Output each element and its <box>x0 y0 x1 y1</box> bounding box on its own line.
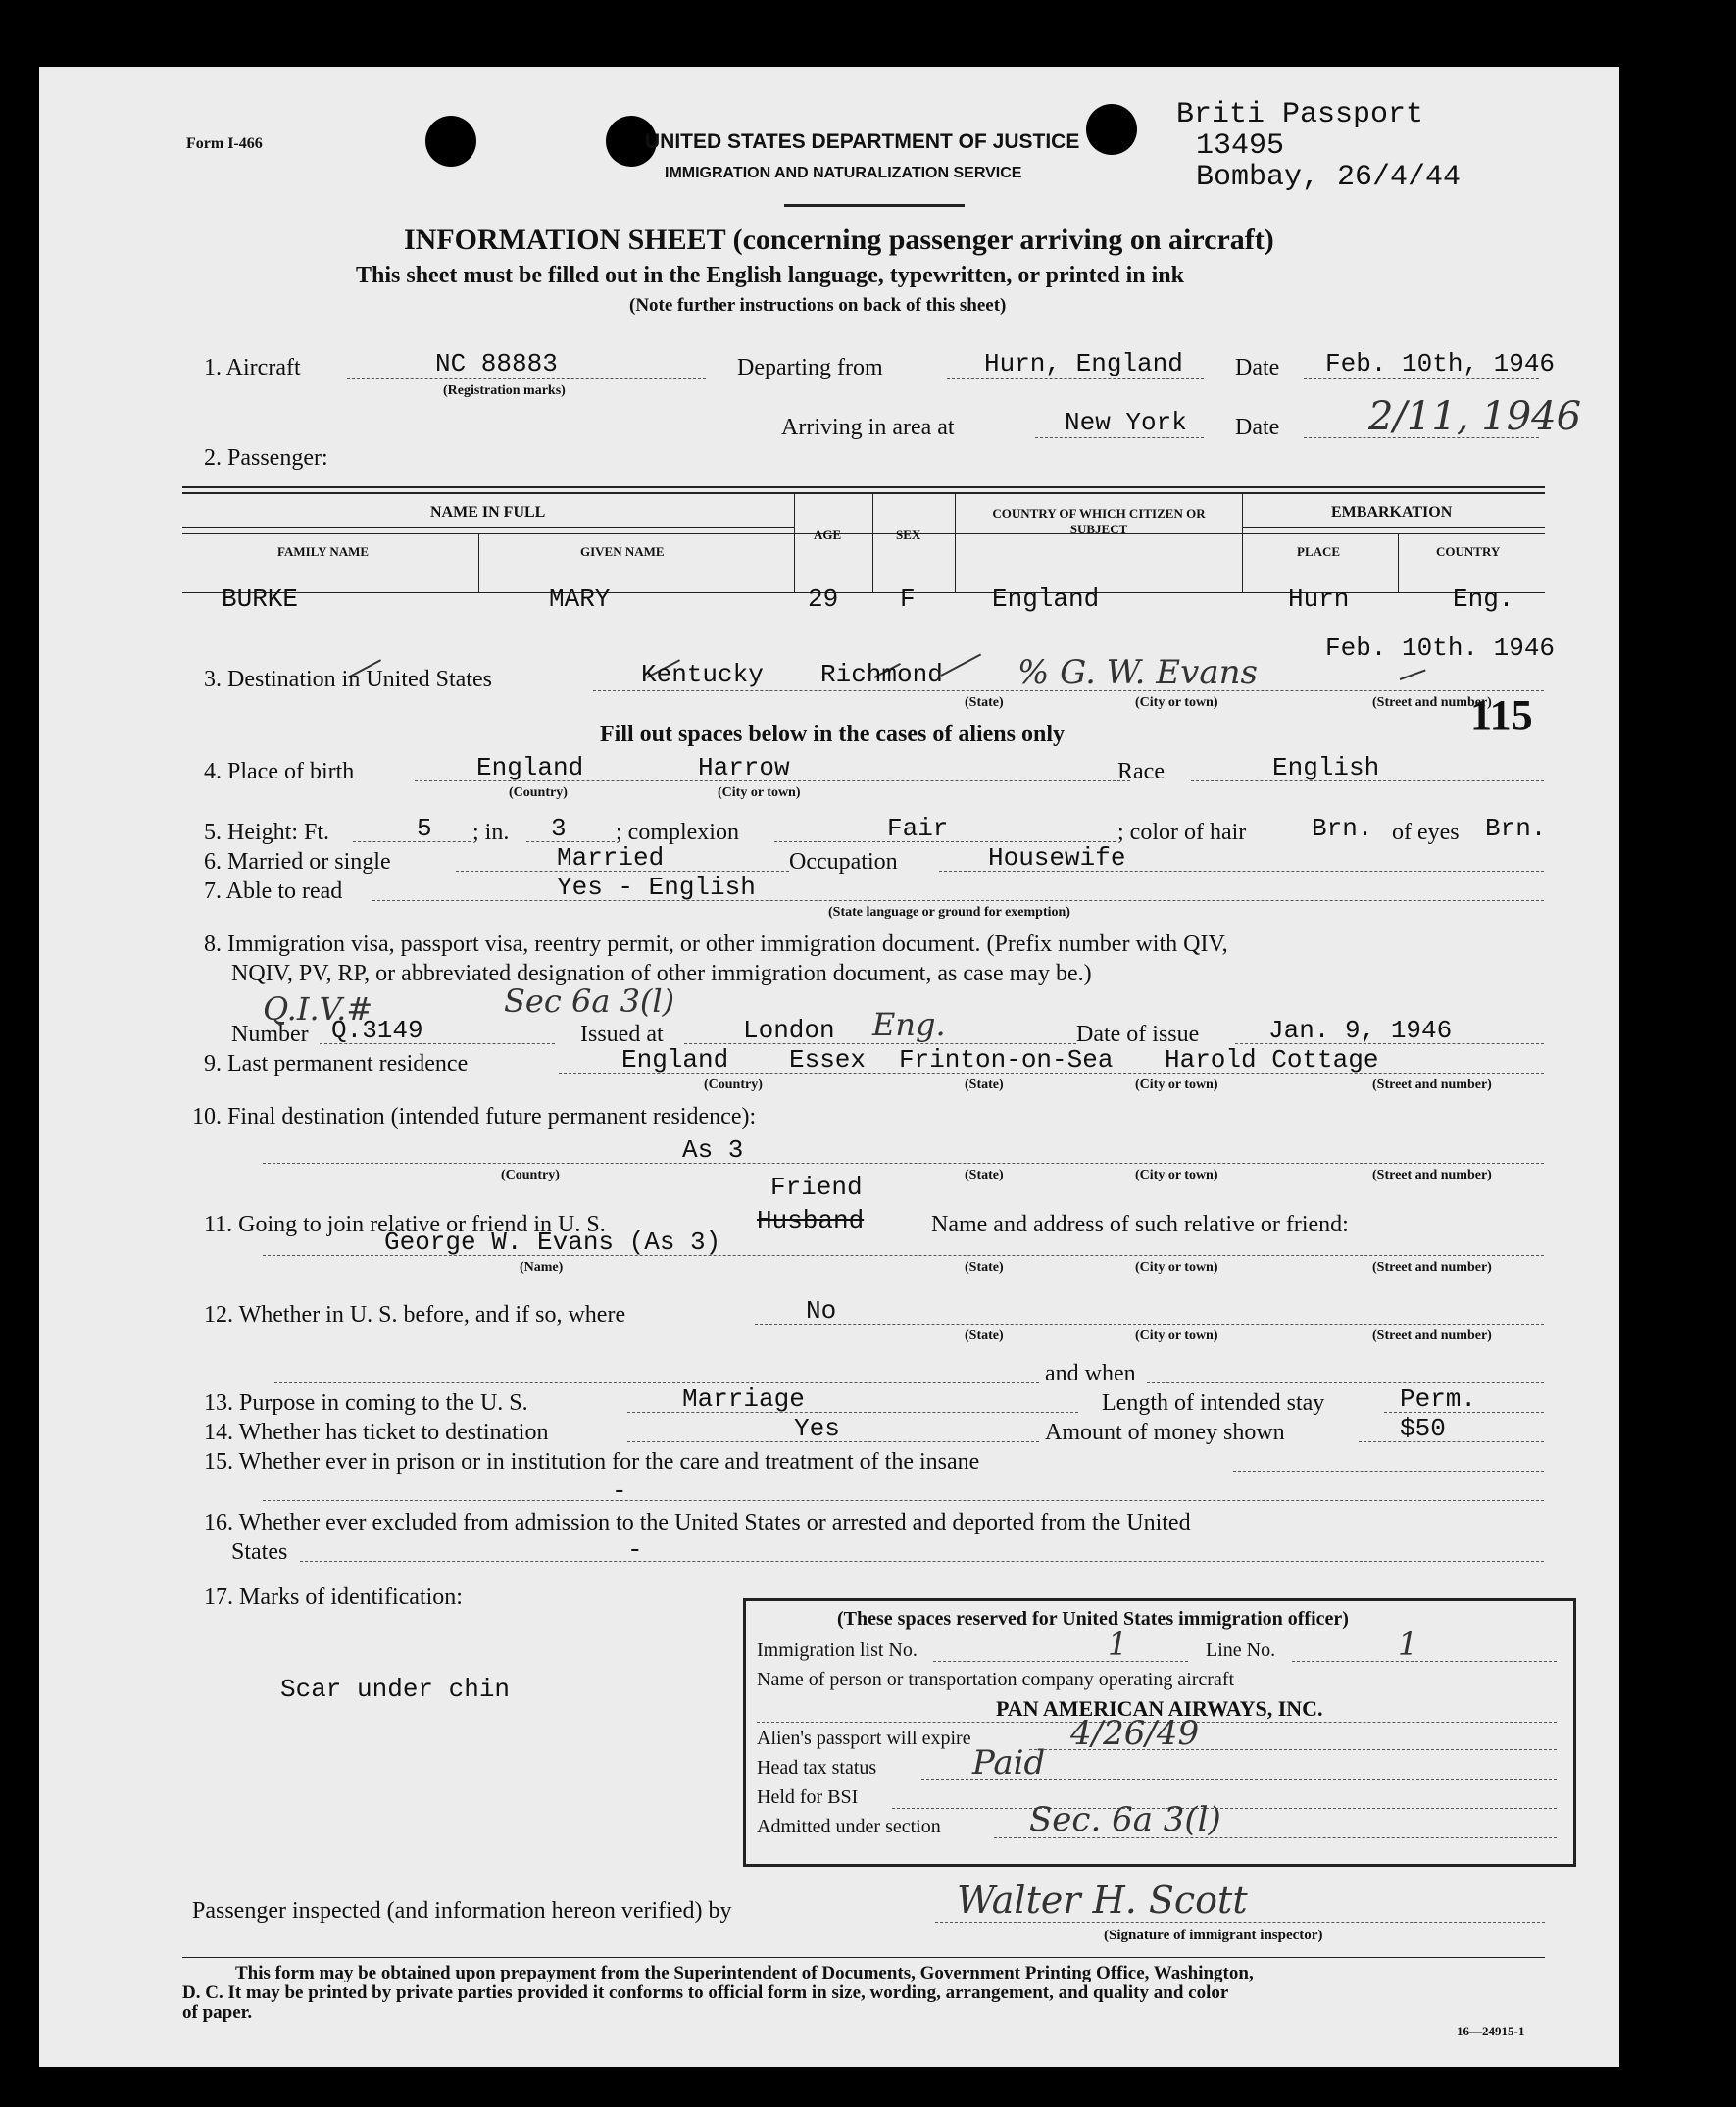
visa-hand-qiv: Q.I.V.# <box>263 990 373 1028</box>
complexion-value: Fair <box>887 814 949 843</box>
join-struck-value: Husband <box>757 1206 865 1235</box>
passenger-stamp-date: Feb. 10th. 1946 <box>1325 633 1556 663</box>
date-label-1: Date <box>1235 355 1280 380</box>
passport-note-1: Briti Passport <box>1176 98 1424 131</box>
expire-label: Alien's passport will expire <box>757 1728 971 1749</box>
visa-date-value: Jan. 9, 1946 <box>1268 1016 1453 1045</box>
height-in-label: ; in. <box>472 820 510 845</box>
header-rule <box>784 204 965 207</box>
operator-label: Name of person or transportation company operating aircraft <box>757 1669 1235 1690</box>
hair-label: ; color of hair <box>1117 820 1247 845</box>
hair-value: Brn. <box>1312 814 1373 843</box>
aliens-heading: Fill out spaces below in the cases of aliens only <box>600 722 1066 747</box>
marks-label: 17. Marks of identification: <box>204 1584 463 1610</box>
section-value: Sec. 6a 3(l) <box>1029 1800 1221 1839</box>
join-value: Friend <box>770 1173 863 1202</box>
officer-heading: (These spaces reserved for United States immigration officer) <box>837 1608 1349 1630</box>
destination-state-value: Kentucky <box>641 660 764 689</box>
cap-before-street: (Street and number) <box>1372 1329 1492 1343</box>
header-given-name: GIVEN NAME <box>580 544 665 559</box>
sheet-note: (Note further instructions on back of this sheet) <box>629 295 1007 316</box>
read-caption: (State language or ground for exemption) <box>828 905 1070 920</box>
service-name: IMMIGRATION AND NATURALIZATION SERVICE <box>665 165 1022 181</box>
cap-city: (City or town) <box>1135 695 1218 710</box>
destination-city-value: Richmond <box>820 660 943 689</box>
money-value: $50 <box>1400 1414 1446 1443</box>
cap-res-state: (State) <box>965 1078 1004 1092</box>
header-country: COUNTRY <box>1436 544 1501 559</box>
cap-final-state: (State) <box>965 1168 1004 1182</box>
birth-city-value: Harrow <box>698 753 790 782</box>
cap-final-country: (Country) <box>501 1168 560 1182</box>
visa-date-label: Date of issue <box>1076 1022 1200 1047</box>
visa-issued-value: London <box>743 1016 835 1045</box>
aircraft-label: 1. Aircraft <box>204 355 301 380</box>
form-number: Form I-466 <box>186 135 263 152</box>
visa-issued-label: Issued at <box>580 1022 664 1047</box>
cap-final-street: (Street and number) <box>1372 1168 1492 1182</box>
visa-number-value: Q.3149 <box>331 1016 423 1045</box>
cap-res-city: (City or town) <box>1135 1078 1218 1092</box>
purpose-label: 13. Purpose in coming to the U. S. <box>204 1390 528 1416</box>
punch-hole <box>1086 104 1137 155</box>
residence-city-value: Frinton-on-Sea <box>899 1045 1114 1075</box>
passenger-place: Hurn <box>1288 584 1350 614</box>
cap-birth-country: (Country) <box>509 785 568 800</box>
aircraft-caption: (Registration marks) <box>443 383 566 398</box>
cap-res-country: (Country) <box>704 1078 763 1092</box>
stay-value: Perm. <box>1400 1384 1477 1414</box>
when-label: and when <box>1045 1361 1136 1386</box>
arriving-value: New York <box>1065 408 1187 437</box>
departing-value: Hurn, England <box>984 349 1183 378</box>
date-label-2: Date <box>1235 415 1280 440</box>
visa-label-2: NQIV, PV, RP, or abbreviated designation of other immigration document, as case may be.) <box>231 961 1092 986</box>
cap-join-street: (Street and number) <box>1372 1260 1492 1275</box>
list-label: Immigration list No. <box>757 1639 918 1661</box>
read-label: 7. Able to read <box>204 878 343 904</box>
inspected-label: Passenger inspected (and information hereon verified) by <box>192 1898 732 1924</box>
cap-birth-city: (City or town) <box>718 785 801 800</box>
before-label: 12. Whether in U. S. before, and if so, where <box>204 1302 626 1328</box>
marks-value: Scar under chin <box>280 1675 511 1704</box>
signature-caption: (Signature of immigrant inspector) <box>1104 1928 1323 1943</box>
passenger-label: 2. Passenger: <box>204 445 328 471</box>
header-place: PLACE <box>1297 544 1341 559</box>
passport-note-2: 13495 <box>1196 129 1285 163</box>
join-label: 11. Going to join relative or friend in U. S. <box>204 1212 606 1237</box>
bsi-label: Held for BSI <box>757 1786 859 1808</box>
occupation-value: Housewife <box>988 843 1126 873</box>
money-label: Amount of money shown <box>1045 1420 1285 1445</box>
race-value: English <box>1272 753 1380 782</box>
header-embarkation: EMBARKATION <box>1331 504 1453 521</box>
passenger-citizen: England <box>992 584 1100 614</box>
excluded-value: - <box>627 1535 643 1565</box>
footer-line-3: of paper. <box>182 2002 253 2023</box>
married-label: 6. Married or single <box>204 849 391 875</box>
cap-join-city: (City or town) <box>1135 1260 1218 1275</box>
visa-label-1: 8. Immigration visa, passport visa, reentry permit, or other immigration document. (Prefix number with QIV, <box>204 931 1228 957</box>
operator-value: PAN AMERICAN AIRWAYS, INC. <box>996 1696 1323 1721</box>
cap-join-name: (Name) <box>520 1260 564 1275</box>
cap-state: (State) <box>965 695 1004 710</box>
final-label: 10. Final destination (intended future permanent residence): <box>192 1104 757 1129</box>
inspector-signature: Walter H. Scott <box>957 1879 1248 1922</box>
residence-street-value: Harold Cottage <box>1165 1045 1379 1075</box>
excluded-label-2: States <box>231 1539 288 1565</box>
eyes-value: Brn. <box>1485 814 1547 843</box>
cap-res-street: (Street and number) <box>1372 1078 1492 1092</box>
height-ft-value: 5 <box>417 814 432 843</box>
passenger-given: MARY <box>549 584 611 614</box>
visa-issued-hand: Eng. <box>872 1006 946 1043</box>
join-name-label: Name and address of such relative or friend: <box>931 1212 1349 1237</box>
header-age: AGE <box>814 527 842 542</box>
height-in-value: 3 <box>551 814 567 843</box>
sheet-title: INFORMATION SHEET (concerning passenger arriving on aircraft) <box>404 224 1274 256</box>
passenger-family: BURKE <box>222 584 299 614</box>
stay-label: Length of intended stay <box>1102 1390 1325 1416</box>
visa-hand-sec: Sec 6a 3(l) <box>504 982 675 1020</box>
residence-country-value: England <box>621 1045 729 1075</box>
read-value: Yes - English <box>557 873 756 902</box>
form-sheet <box>39 67 1619 2067</box>
line-label: Line No. <box>1206 1639 1276 1661</box>
excluded-label-1: 16. Whether ever excluded from admission to the United States or arrested and deported from the United <box>204 1510 1191 1535</box>
join-name-value: George W. Evans (As 3) <box>384 1228 721 1257</box>
cap-before-city: (City or town) <box>1135 1329 1218 1343</box>
tax-label: Head tax status <box>757 1757 877 1779</box>
prison-value: - <box>612 1477 627 1506</box>
tax-value: Paid <box>972 1743 1046 1782</box>
footer-line-1: This form may be obtained upon prepayment from the Superintendent of Documents, Government Printing Office, Washington, <box>235 1963 1254 1983</box>
passenger-age: 29 <box>808 584 839 614</box>
passenger-country: Eng. <box>1453 584 1514 614</box>
destination-stamp: 115 <box>1470 691 1533 739</box>
purpose-value: Marriage <box>682 1384 805 1414</box>
final-value: As 3 <box>682 1135 744 1165</box>
complexion-label: ; complexion <box>616 820 739 845</box>
destination-label: 3. Destination in United States <box>204 667 492 692</box>
before-value: No <box>806 1296 837 1326</box>
footer-line-2: D. C. It may be printed by private parties provided it conforms to official form in size, wording, arrangement, and quality and color <box>182 1982 1229 2003</box>
cap-street: (Street and number) <box>1372 695 1492 710</box>
department-name: UNITED STATES DEPARTMENT OF JUSTICE <box>645 130 1080 153</box>
section-label: Admitted under section <box>757 1816 941 1837</box>
header-name-in-full: NAME IN FULL <box>430 504 546 521</box>
header-family-name: FAMILY NAME <box>277 544 370 559</box>
header-sex: SEX <box>896 527 921 542</box>
list-value: 1 <box>1108 1626 1128 1663</box>
departing-date: Feb. 10th, 1946 <box>1325 349 1556 378</box>
eyes-label: of eyes <box>1392 820 1460 845</box>
passport-note-3: Bombay, 26/4/44 <box>1196 161 1462 194</box>
cap-join-state: (State) <box>965 1260 1004 1275</box>
header-citizen: COUNTRY OF WHICH CITIZEN OR SUBJECT <box>992 506 1206 536</box>
ticket-value: Yes <box>794 1414 840 1443</box>
passenger-sex: F <box>900 584 916 614</box>
prison-label: 15. Whether ever in prison or in institution for the care and treatment of the insane <box>204 1449 980 1475</box>
occupation-label: Occupation <box>789 849 898 875</box>
residence-label: 9. Last permanent residence <box>204 1051 469 1077</box>
arriving-date: 2/11, 1946 <box>1368 394 1582 439</box>
cap-before-state: (State) <box>965 1329 1004 1343</box>
footer-code: 16—24915-1 <box>1457 2024 1525 2038</box>
punch-hole <box>425 116 476 167</box>
residence-state-value: Essex <box>789 1045 867 1075</box>
cap-final-city: (City or town) <box>1135 1168 1218 1182</box>
ticket-label: 14. Whether has ticket to destination <box>204 1420 549 1445</box>
married-value: Married <box>557 843 665 873</box>
race-label: Race <box>1117 759 1165 784</box>
birth-country-value: England <box>476 753 584 782</box>
birth-label: 4. Place of birth <box>204 759 355 784</box>
aircraft-value: NC 88883 <box>435 349 558 378</box>
visa-number-label: Number <box>231 1022 309 1047</box>
line-value: 1 <box>1398 1626 1418 1663</box>
expire-value: 4/26/49 <box>1070 1714 1200 1753</box>
sheet-subtitle: This sheet must be filled out in the English language, typewritten, or printed in ink <box>356 263 1184 288</box>
departing-label: Departing from <box>737 355 883 380</box>
arriving-label: Arriving in area at <box>781 415 955 440</box>
height-label: 5. Height: Ft. <box>204 820 330 845</box>
destination-street-value: % G. W. Evans <box>1017 653 1258 692</box>
